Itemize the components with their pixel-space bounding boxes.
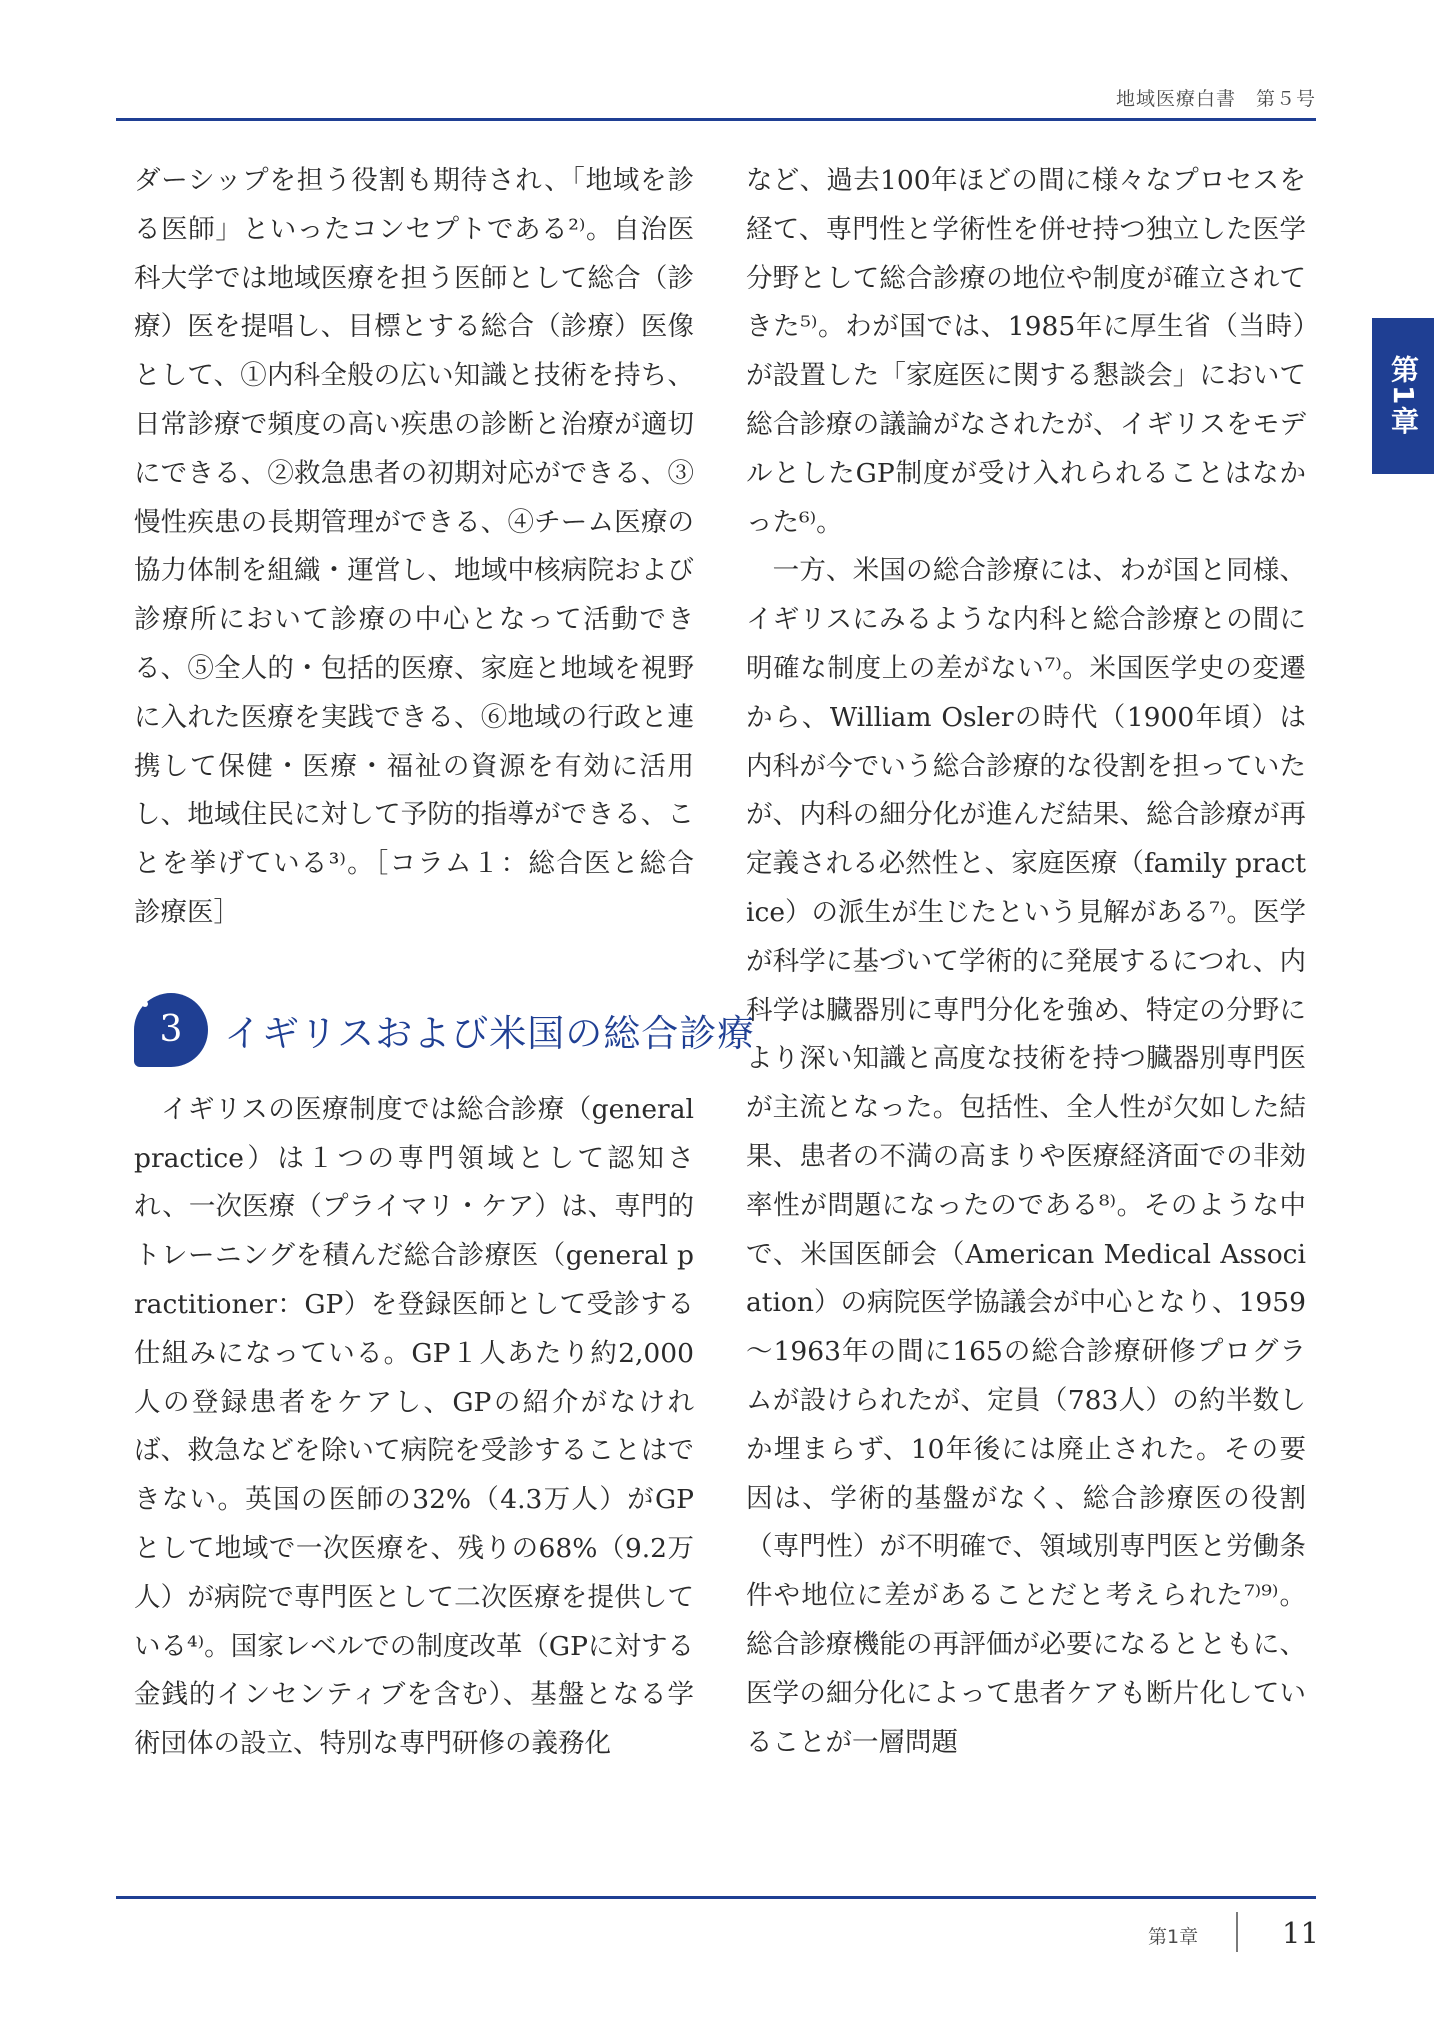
chapter-tab-label: 第1章	[1387, 355, 1420, 437]
footer-separator	[1236, 1912, 1238, 1952]
header-rule	[116, 118, 1316, 121]
right-paragraph-1: など、過去100年ほどの間に様々なプロセスを経て、専門性と学術性を併せ持つ独立した医学分野として総合診療の地位や制度が確立されてきた⁵⁾。わが国では、1985年に厚生省（当時）が設置した「家庭医に関する懇談会」において総合診療の議論がなされたが、イギリスをモデルとしたGP制度が受け入れられることはなかった⁶⁾。	[746, 165, 1306, 538]
chapter-tab	[1372, 318, 1434, 474]
footer-chapter-label: 第1章	[1148, 1926, 1199, 1948]
left-paragraph-1: ダーシップを担う役割も期待され、「地域を診る医師」といったコンセプトである²⁾。自治医科大学では地域医療を担う医師として総合（診療）医を提唱し、目標とする総合（診療）医像として、①内科全般の広い知識と技術を持ち、日常診療で頻度の高い疾患の診断と治療が適切にできる、②救急患者の初期対応ができる、③慢性疾患の長期管理ができる、④チーム医療の協力体制を組織・運営し、地域中核病院および診療所において診療の中心となって活動できる、⑤全人的・包括的医療、家庭と地域を視野に入れた医療を実践できる、⑥地域の行政と連携して保健・医療・福祉の資源を有効に活用し、地域住民に対して予防的指導ができる、ことを挙げている³⁾。［コラム１：総合医と総合診療医］	[134, 165, 694, 928]
footer-rule	[116, 1896, 1316, 1899]
running-header: 地域医療白書 第５号	[1115, 88, 1316, 110]
section-number-badge: 3	[134, 993, 208, 1067]
right-column	[746, 157, 1306, 1767]
left-paragraph-2: イギリスの医療制度では総合診療（general practice）は１つの専門領域として認知され、一次医療（プライマリ・ケア）は、専門的トレーニングを積んだ総合診療医（general practitioner：GP）を登録医師として受診する仕組みになっている。GP１人あたり約2,000人の登録患者をケアし、GPの紹介がなければ、救急などを除いて病院を受診することはできない。英国の医師の32%（4.3万人）がGPとして地域で一次医療を、残りの68%（9.2万人）が病院で専門医として二次医療を提供している⁴⁾。国家レベルでの制度改革（GPに対する金銭的インセンティブを含む）、基盤となる学術団体の設立、特別な専門研修の義務化	[134, 1093, 694, 1760]
section-title: イギリスおよび米国の総合診療	[224, 1011, 756, 1055]
section-heading	[134, 992, 756, 1068]
page-number: 11	[1282, 1916, 1319, 1950]
left-column	[134, 157, 756, 1769]
right-paragraph-2: 一方、米国の総合診療には、わが国と同様、イギリスにみるような内科と総合診療との間に明確な制度上の差がない⁷⁾。米国医学史の変遷から、William Oslerの時代（1900年頃）は内科が今でいう総合診療的な役割を担っていたが、内科の細分化が進んだ結果、総合診療が再定義される必然性と、家庭医療（family practice）の派生が生じたという見解がある⁷⁾。医学が科学に基づいて学術的に発展するにつれ、内科学は臓器別に専門分化を強め、特定の分野により深い知識と高度な技術を持つ臓器別専門医が主流となった。包括性、全人性が欠如した結果、患者の不満の高まりや医療経済面での非効率性が問題になったのである⁸⁾。そのような中で、米国医師会（American Medical Association）の病院医学協議会が中心となり、1959～1963年の間に165の総合診療研修プログラムが設けられたが、定員（783人）の約半数しか埋まらず、10年後には廃止された。その要因は、学術的基盤がなく、総合診療医の役割（専門性）が不明確で、領域別専門医と労働条件や地位に差があることだと考えられた⁷⁾⁹⁾。総合診療機能の再評価が必要になるとともに、医学の細分化によって患者ケアも断片化していることが一層問題	[746, 555, 1306, 1758]
